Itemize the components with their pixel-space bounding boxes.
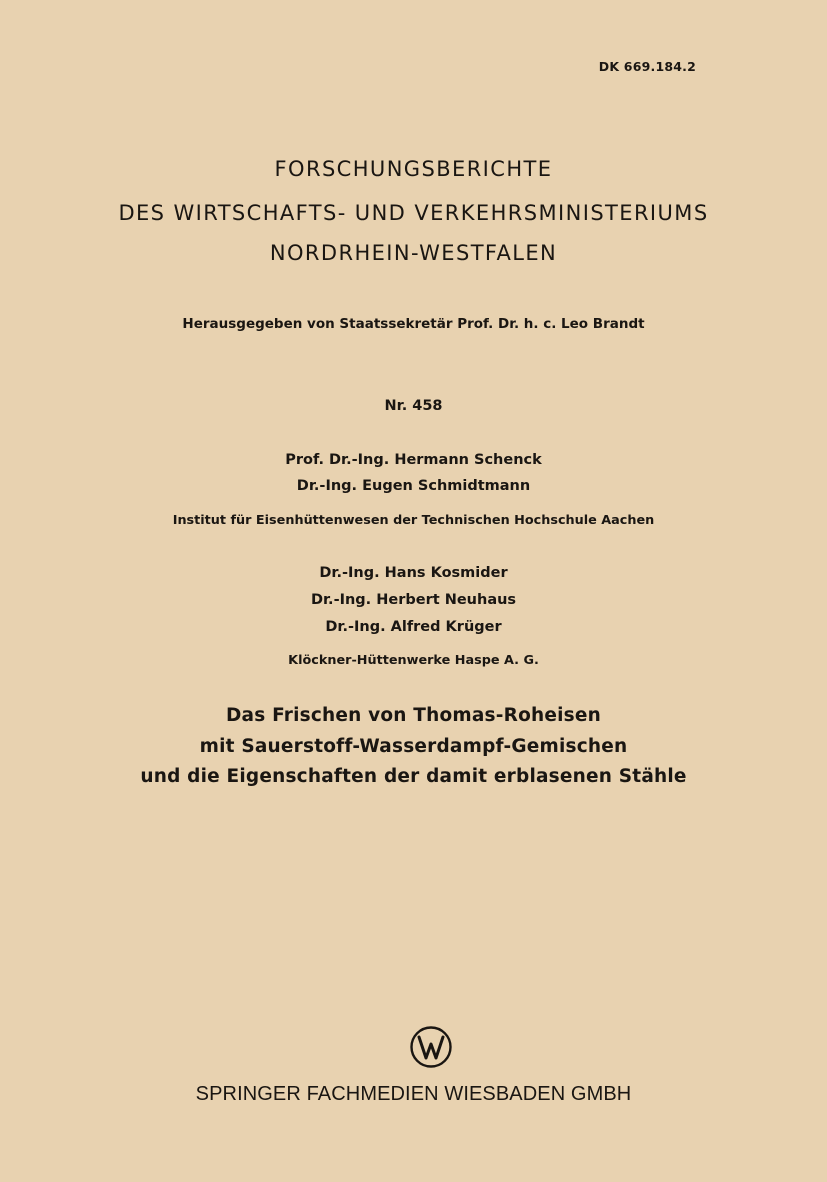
- series-title-line-3: NORDRHEIN-WESTFALEN: [269, 241, 558, 265]
- publisher-name: SPRINGER FACHMEDIEN WIESBADEN GMBH: [195, 1083, 632, 1105]
- publisher-w-logo-icon: [409, 1025, 453, 1069]
- author-kosmider: Dr.-Ing. Hans Kosmider: [319, 565, 508, 581]
- institute-kloeckner: Klöckner-Hüttenwerke Haspe A. G.: [288, 653, 539, 668]
- institute-aachen: Institut für Eisenhüttenwesen der Technischen Hochschule Aachen: [172, 513, 655, 528]
- author-krueger: Dr.-Ing. Alfred Krüger: [325, 619, 502, 635]
- author-neuhaus: Dr.-Ing. Herbert Neuhaus: [310, 592, 517, 608]
- author-schmidtmann: Dr.-Ing. Eugen Schmidtmann: [296, 478, 531, 494]
- editor-line: Herausgegeben von Staatssekretär Prof. Dr. h. c. Leo Brandt: [182, 316, 645, 332]
- series-title-line-2: DES WIRTSCHAFTS- UND VERKEHRSMINISTERIUMS: [118, 201, 709, 225]
- book-title-line-2: mit Sauerstoff-Wasserdampf-Gemischen: [199, 736, 628, 757]
- report-number: Nr. 458: [384, 398, 443, 414]
- series-title-line-1: FORSCHUNGSBERICHTE: [274, 157, 553, 181]
- author-schenck: Prof. Dr.-Ing. Hermann Schenck: [285, 452, 542, 468]
- book-title-line-3: und die Eigenschaften der damit erblasenen Stähle: [140, 766, 687, 787]
- classification-code: DK 669.184.2: [598, 59, 696, 74]
- book-title-line-1: Das Frischen von Thomas-Roheisen: [226, 705, 601, 726]
